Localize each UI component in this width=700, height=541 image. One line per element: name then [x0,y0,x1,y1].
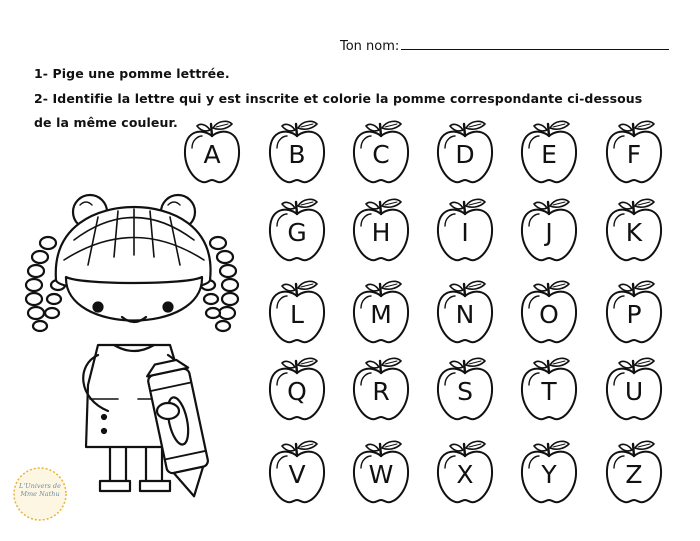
apple-letter: O [539,300,559,329]
apple-letter: D [455,140,475,169]
apple-r [349,355,413,423]
apple-z [602,438,666,506]
name-label: Ton nom: [340,39,400,54]
apple-letter: F [626,140,642,169]
instruction-step-2-continued: de la même couleur. [34,115,178,130]
apple-g [265,196,329,264]
apple-u [602,355,666,423]
apple-k [602,196,666,264]
apple-letter: U [624,377,644,406]
apple-x [433,438,497,506]
apple-letter: A [203,140,221,169]
apple-letter: V [288,460,306,489]
apple-h [349,196,413,264]
apple-letter: X [456,460,474,489]
logo [10,464,70,524]
apple-m [349,278,413,346]
instruction-step-1: 1- Pige une pomme lettrée. [34,66,230,81]
apple-f [602,118,666,186]
apple-letter: J [545,218,553,247]
apple-n [433,278,497,346]
apple-letter: Q [287,377,307,406]
apple-letter: Z [625,460,643,489]
apple-s [433,355,497,423]
apple-t [517,355,581,423]
apple-q [265,355,329,423]
apple-letter: I [461,218,469,247]
apple-letter: T [541,377,557,406]
apple-letter: G [287,218,307,247]
girl-with-crayon-illustration [18,185,243,509]
apple-j [517,196,581,264]
apple-w [349,438,413,506]
apple-letter: M [370,300,392,329]
apple-o [517,278,581,346]
apple-letter: L [290,300,304,329]
apple-letter: S [457,377,473,406]
apple-a [180,118,244,186]
apple-letter: K [625,218,643,247]
apple-letter: B [288,140,306,169]
apple-y [517,438,581,506]
apple-i [433,196,497,264]
apple-letter: N [455,300,475,329]
apple-l [265,278,329,346]
name-line [401,38,669,50]
apple-p [602,278,666,346]
apple-v [265,438,329,506]
instruction-step-2: 2- Identifie la lettre qui y est inscrite et colorie la pomme correspondante ci-dessous [34,91,643,106]
apple-e [517,118,581,186]
apple-letter: P [626,300,642,329]
name-field [340,38,669,54]
apple-letter: E [541,140,557,169]
apple-letter: Y [541,460,557,489]
apple-letter: R [372,377,390,406]
apple-b [265,118,329,186]
apple-letter: W [368,460,394,489]
logo-text: L'Univers de Mme Nathu [19,482,61,498]
apple-d [433,118,497,186]
apple-c [349,118,413,186]
apple-letter: C [372,140,390,169]
apple-letter: H [371,218,391,247]
